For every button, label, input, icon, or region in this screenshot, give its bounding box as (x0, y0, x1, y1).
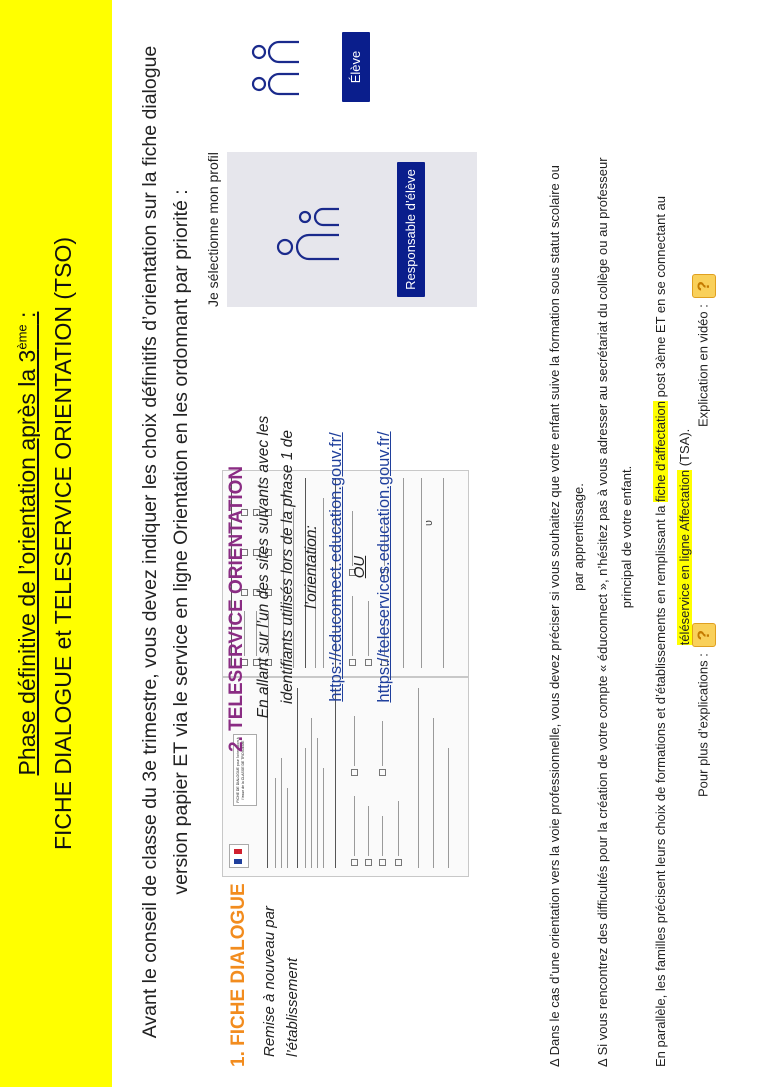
link-separator: OU (351, 555, 368, 579)
more-explanations-label: Pour plus d’explications : (695, 653, 711, 797)
republique-logo (229, 844, 249, 868)
profile-card-student[interactable] (227, 0, 477, 147)
profile-card-parent[interactable] (227, 152, 477, 307)
highlight-teleservice-affectation: téléservice en ligne Affectation (677, 469, 692, 646)
intro-text: Avant le conseil de classe du 3e trimestre, vous devez indiquer les choix définitifs d’orientation sur la fiche dialogue version papier ET via le service en ligne Orientation en les ordonnant par priorité : (139, 45, 192, 1039)
profile-selector (205, 0, 477, 307)
help-question-icon[interactable]: ? (692, 623, 716, 647)
note-apprentissage: Δ Dans le cas d’une orientation vers la voie professionnelle, vous devez préciser si vous souhaitez que votre enfant suive la formation sous statut scolaire ou (547, 165, 562, 1067)
notes-section (545, 7, 699, 1067)
section-fiche-dialogue-title: 1. FICHE DIALOGUE (228, 883, 249, 1067)
note-educonnect: Δ Si vous rencontrez des difficultés pour la création de votre compte « éduconnect », n’hésitez pas à vous adresser au secrétariat du collège ou au professeur (595, 157, 610, 1067)
teleservices-link[interactable]: https://teleservices.education.gouv.fr/ (375, 431, 393, 703)
section-teleservice-title: 2. TELESERVICE ORIENTATION (226, 465, 247, 752)
affectation-text-b: post 3ème ET en se connectant au (653, 195, 668, 401)
video-explanation-label: Explication en vidéo : (695, 304, 711, 427)
more-explanations (692, 623, 716, 797)
section-fiche-dialogue-subtitle: Remise à nouveau par l’établissement (261, 906, 301, 1057)
teleservice-instructions: En allant sur l’un des sites suivants avec les identifiants utilisés lors de la phase 1 de l’orientation: (255, 415, 320, 719)
title-colon: : (14, 311, 40, 325)
students-icon (249, 32, 309, 102)
highlight-fiche-affectation: fiche d’affectation (653, 401, 668, 502)
title-superscript: ème (14, 324, 30, 350)
title-banner (0, 0, 112, 1087)
affectation-text-c: (TSA). (677, 428, 692, 470)
video-explanation (692, 274, 716, 427)
educonnect-link[interactable]: https://educonnect.education.gouv.fr/ (327, 432, 345, 702)
form-heading-text: FICHE DE DIALOGUE pour l’orientation à l’issue de la CLASSE DE TROISIEME (236, 737, 245, 803)
note-educonnect-cont: principal de votre enfant. (619, 465, 634, 609)
parent-child-icon (267, 189, 347, 269)
section-teleservice-body (252, 392, 396, 742)
page-subtitle: FICHE DIALOGUE et TELESERVICE ORIENTATION (TSO) (50, 237, 76, 851)
video-question-icon[interactable]: ? (692, 274, 716, 298)
affectation-paragraph-cont (675, 7, 695, 1067)
page-title (14, 0, 41, 1087)
affectation-paragraph (651, 7, 671, 1067)
parent-profile-button[interactable]: Responsable d’élève (397, 162, 425, 297)
student-profile-button[interactable]: Élève (342, 32, 370, 102)
note-apprentissage-cont: par apprentissage. (571, 483, 586, 591)
form-signature-mark: ʋ (423, 519, 435, 526)
title-text: Phase définitive de l’orientation après la 3 (14, 349, 40, 776)
profile-selector-header: Je sélectionne mon profil (205, 152, 221, 307)
affectation-text-a: En parallèle, les familles précisent leurs choix de formations et d’établissements en remplissant la (653, 501, 668, 1067)
